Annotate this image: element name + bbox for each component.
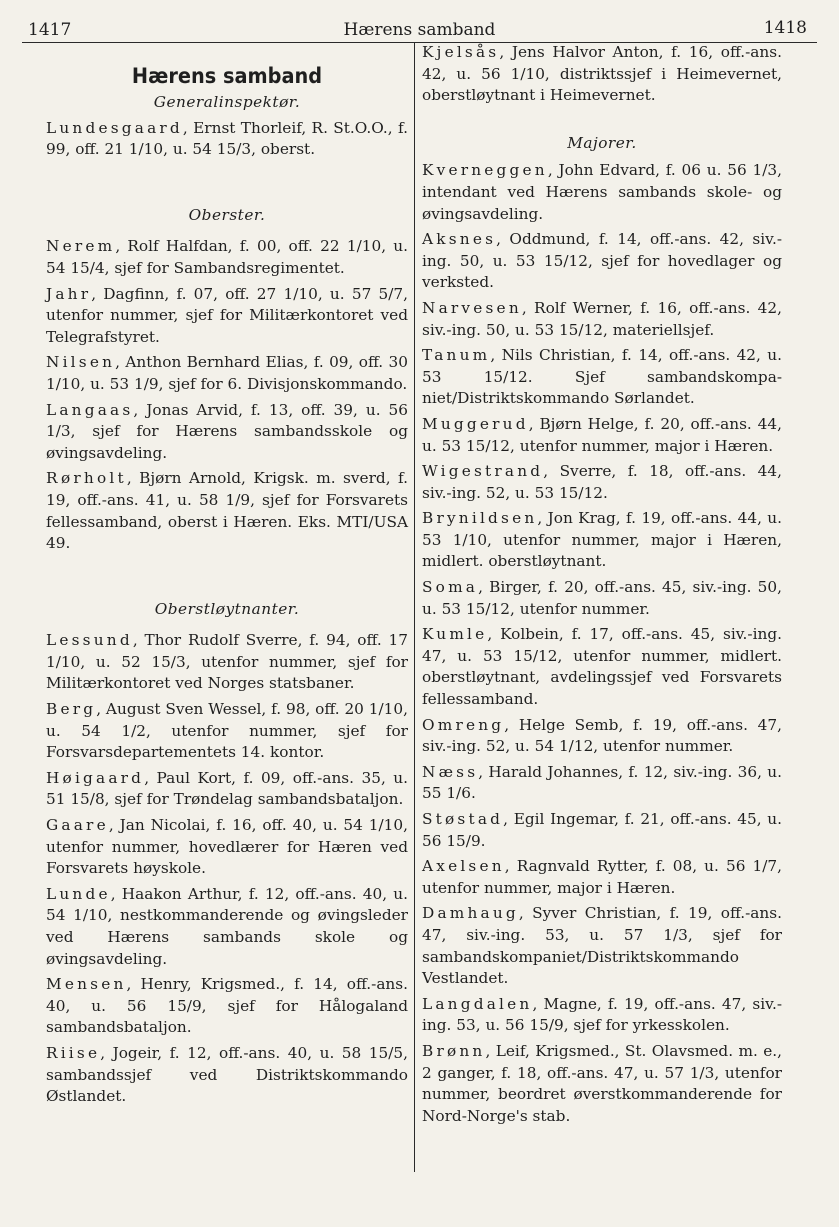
personnel-entry <box>46 400 408 465</box>
surname: Wigestrand <box>422 462 544 481</box>
surname: Muggerud <box>422 414 529 433</box>
rank-heading-generalinspektor: Generalinspektør. <box>153 93 301 111</box>
surname: Gaare <box>46 816 109 835</box>
surname: Langdalen <box>422 994 533 1013</box>
surname: Kumle <box>422 625 488 644</box>
entry-details: , Birger, f. 20, off.-ans. 45, siv.-ing. 50, u. 53 15/12, utenfor nummer. <box>422 578 782 618</box>
entry-details: , Jens Halvor Anton, f. 16, off.-ans. 42, u. 56 1/10, distriktssjef i Heimevernet, oberstløytnant i Heimevernet. <box>422 43 782 105</box>
surname: Riise <box>46 1043 101 1062</box>
personnel-entry <box>46 468 408 554</box>
personnel-entry <box>46 974 408 1039</box>
personnel-entry <box>46 884 408 970</box>
surname: Nerem <box>46 237 116 256</box>
personnel-entry <box>422 809 782 852</box>
personnel-entry <box>422 994 782 1037</box>
surname: Tanum <box>422 346 491 365</box>
personnel-entry <box>422 42 782 107</box>
entry-details: , Oddmund, f. 14, off.-ans. 42, siv.-ing. 50, u. 53 15/12, sjef for hovedlager og verksted. <box>422 230 782 292</box>
entry-details: , Egil Ingemar, f. 21, off.-ans. 45, u. 56 15/9. <box>422 810 782 850</box>
surname: Høigaard <box>46 768 145 787</box>
rank-heading-oberster: Oberster. <box>188 205 266 224</box>
section-title: Hærens samband <box>131 64 323 88</box>
surname: Mensen <box>46 975 127 994</box>
surname: Jahr <box>46 284 92 303</box>
entry-details: , Thor Rudolf Sverre, f. 94, off. 17 1/10, u. 52 15/3, utenfor nummer, sjef for Militærkontoret ved Norges statsbaner. <box>46 631 408 693</box>
entry-details: , Bjørn Arnold, Krigsk. m. sverd, f. 19, off.-ans. 41, u. 58 1/9, sjef for Forsvarets fellessamband, oberst i Hæren. Eks. MTI/USA 49. <box>46 469 408 553</box>
entry-details: , John Edvard, f. 06 u. 56 1/3, intendant ved Hærens sambands skole- og øvingsavdeling. <box>422 161 782 223</box>
page-header <box>22 10 817 43</box>
surname: Kverneggen <box>422 161 548 180</box>
personnel-entry <box>46 815 408 880</box>
surname: Rørholt <box>46 469 127 488</box>
personnel-entry <box>46 630 408 695</box>
personnel-entry <box>46 236 408 279</box>
entry-details: , Kolbein, f. 17, off.-ans. 45, siv.-ing. 47, u. 53 15/12, utenfor nummer, midlert. oberstløytnant, avdelingssjef ved Forsvarets fellessamband. <box>422 625 782 709</box>
surname: Berg <box>46 700 97 719</box>
entry-details: , Jonas Arvid, f. 13, off. 39, u. 56 1/3, sjef for Hærens sambandsskole og øvingsavdeling. <box>46 400 408 462</box>
personnel-entry <box>422 624 782 710</box>
personnel-entry <box>46 118 408 161</box>
rank-heading-oberstloytnanter: Oberstløytnanter. <box>154 599 300 618</box>
surname: Damhaug <box>422 904 519 923</box>
entry-details: , Ernst Thorleif, R. St.O.O., f. 99, off. 21 1/10, u. 54 15/3, oberst. <box>46 118 408 159</box>
entry-details: , Magne, f. 19, off.-ans. 47, siv.-ing. 53, u. 56 15/9, sjef for yrkesskolen. <box>422 994 782 1035</box>
entry-details: , Dagfinn, f. 07, off. 27 1/10, u. 57 5/7, utenfor nummer, sjef for Militærkontoret ved Telegrafstyret. <box>46 284 408 346</box>
page-number-left: 1417 <box>28 20 72 40</box>
personnel-entry <box>46 699 408 764</box>
surname: Axelsen <box>422 857 505 876</box>
surname: Lunde <box>46 884 111 903</box>
personnel-entry <box>422 1041 782 1127</box>
surname: Langaas <box>46 400 134 419</box>
surname: Lessund <box>46 631 133 650</box>
personnel-entry <box>422 715 782 758</box>
personnel-entry <box>46 284 408 349</box>
surname: Lundesgaard <box>46 118 183 137</box>
personnel-entry <box>422 414 782 457</box>
personnel-entry <box>422 762 782 805</box>
surname: Brønn <box>422 1041 486 1060</box>
column-divider <box>414 42 415 1172</box>
running-title: Hærens samband <box>343 20 496 40</box>
entry-details: , Ragnvald Rytter, f. 08, u. 56 1/7, utenfor nummer, major i Hæren. <box>422 857 782 897</box>
entry-details: , Haakon Arthur, f. 12, off.-ans. 40, u. 54 1/10, nestkommanderende og øvingsleder ved Hærens sambands skole og øvingsavdeling. <box>46 884 408 968</box>
page-number-right: 1418 <box>763 18 807 38</box>
surname: Støstad <box>422 810 504 828</box>
right-column <box>422 42 782 1131</box>
entry-details: , Sverre, f. 18, off.-ans. 44, siv.-ing. 52, u. 53 15/12. <box>422 462 782 502</box>
entry-details: , Jogeir, f. 12, off.-ans. 40, u. 58 15/5, sambandssjef ved Distriktskommando Østlandet. <box>46 1043 408 1106</box>
personnel-entry <box>422 160 782 225</box>
personnel-entry <box>46 352 408 395</box>
entry-details: , Nils Christian, f. 14, off.-ans. 42, u. 53 15/12. Sjef sambandskompaniet/Distriktskommando Sørlandet. <box>422 346 782 408</box>
personnel-entry <box>422 461 782 504</box>
entry-details: , Harald Johannes, f. 12, siv.-ing. 36, u. 55 1/6. <box>422 762 782 803</box>
personnel-entry <box>422 229 782 294</box>
personnel-entry <box>46 1043 408 1108</box>
entry-details: , Leif, Krigsmed., St. Olavsmed. m. e., 2 ganger, f. 18, off.-ans. 47, u. 57 1/3, utenfor nummer, beordret øverstkommanderende for Nord-Norge's stab. <box>422 1041 782 1125</box>
surname: Kjelsås <box>422 43 500 61</box>
surname: Soma <box>422 578 479 597</box>
entry-details: , Helge Semb, f. 19, off.-ans. 47, siv.-ing. 52, u. 54 1/12, utenfor nummer. <box>422 715 782 756</box>
entry-details: , Rolf Halfdan, f. 00, off. 22 1/10, u. 54 15/4, sjef for Sambandsregimentet. <box>46 237 408 277</box>
entry-details: , Syver Christian, f. 19, off.-ans. 47, siv.-ing. 53, u. 57 1/3, sjef for sambandskompaniet/Distriktskommando Vestlandet. <box>422 904 782 988</box>
entry-details: , August Sven Wessel, f. 98, off. 20 1/10, u. 54 1/2, utenfor nummer, sjef for Forsvarsdepartementets 14. kontor. <box>46 700 408 762</box>
personnel-entry <box>422 298 782 341</box>
entry-details: , Henry, Krigsmed., f. 14, off.-ans. 40, u. 56 15/9, sjef for Hålogaland sambandsbataljon. <box>46 975 408 1037</box>
surname: Aksnes <box>422 230 497 249</box>
surname: Narvesen <box>422 298 522 317</box>
personnel-entry <box>422 508 782 573</box>
personnel-entry <box>422 856 782 899</box>
personnel-entry <box>46 768 408 811</box>
surname: Nilsen <box>46 353 116 372</box>
entry-details: , Rolf Werner, f. 16, off.-ans. 42, siv.-ing. 50, u. 53 15/12, materiellsjef. <box>422 298 782 339</box>
personnel-entry <box>422 577 782 620</box>
entry-details: , Jan Nicolai, f. 16, off. 40, u. 54 1/10, utenfor nummer, hovedlærer for Hæren ved Forsvarets høyskole. <box>46 816 408 878</box>
rank-heading-majorer: Majorer. <box>567 133 637 152</box>
entry-details: , Bjørn Helge, f. 20, off.-ans. 44, u. 53 15/12, utenfor nummer, major i Hæren. <box>422 414 782 455</box>
personnel-entry <box>422 345 782 410</box>
surname: Omreng <box>422 715 505 734</box>
surname: Brynildsen <box>422 509 538 528</box>
entry-details: , Jon Krag, f. 19, off.-ans. 44, u. 53 1/10, utenfor nummer, major i Hæren, midlert. oberstløytnant. <box>422 509 782 571</box>
left-column <box>46 42 408 1112</box>
surname: Næss <box>422 762 479 781</box>
entry-details: , Paul Kort, f. 09, off.-ans. 35, u. 51 15/8, sjef for Trøndelag sambandsbataljon. <box>46 768 408 809</box>
personnel-entry <box>422 903 782 989</box>
entry-details: , Anthon Bernhard Elias, f. 09, off. 30 1/10, u. 53 1/9, sjef for 6. Divisjonskommando. <box>46 353 408 393</box>
